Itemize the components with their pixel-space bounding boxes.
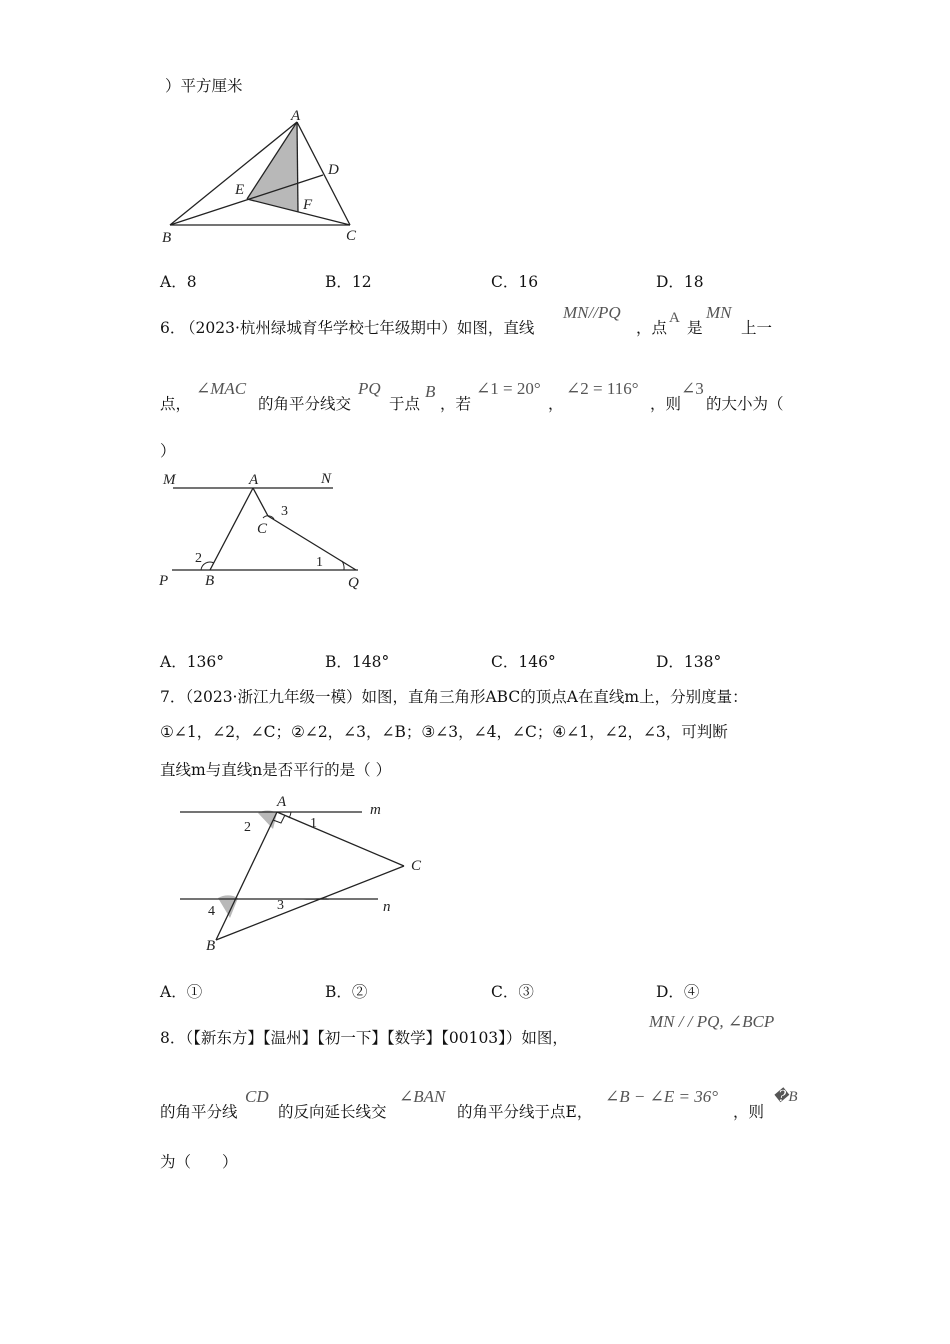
- q7-label-1: 1: [310, 816, 317, 831]
- q6-math-a: A: [669, 310, 680, 326]
- q6-option-c: C．146°: [491, 653, 556, 671]
- q5-label-e: E: [235, 182, 245, 198]
- q6-option-b: B．148°: [325, 653, 390, 671]
- q6-text-size-is: 的大小为（: [706, 395, 784, 413]
- q7-label-4: 4: [208, 904, 215, 919]
- q7-segment-ac: [277, 812, 404, 866]
- q6-label-m: M: [163, 472, 176, 488]
- q6-label-b: B: [205, 573, 215, 589]
- q7-label-a: A: [277, 794, 287, 810]
- q7-angle2-shade: [258, 810, 277, 829]
- q7-label-3: 3: [277, 898, 284, 913]
- q7-line-3: 直线m与直线n是否平行的是（ ）: [160, 761, 392, 779]
- q5-segment-bd: [170, 175, 323, 225]
- q8-line-1: 8．（【新东方】【温州】【初一下】【数学】【00103】）如图，: [160, 1029, 568, 1047]
- q7-option-c: C．③: [491, 983, 534, 1001]
- q6-label-c: C: [257, 521, 268, 537]
- q6-label-n: N: [321, 471, 332, 487]
- q6-text-shangyi: 上一: [741, 319, 773, 337]
- q6-math-angle2: ∠2 = 116°: [566, 379, 639, 398]
- q5-label-b: B: [162, 230, 172, 246]
- q6-text-comma: ，: [548, 395, 564, 413]
- q6-text-at-point: 于点: [389, 395, 421, 413]
- q7-line-2: ①∠1，∠2，∠C；②∠2，∠3，∠B；③∠3，∠4，∠C；④∠1，∠2，∠3，可判断: [160, 723, 728, 741]
- q8-text-then: ，则: [733, 1103, 765, 1121]
- q7-label-c: C: [411, 858, 422, 874]
- q6-math-pq: PQ: [358, 379, 381, 398]
- q8-text-reverse-extension: 的反向延长线交: [278, 1103, 387, 1121]
- q5-shaded-triangle: [247, 122, 298, 212]
- q5-option-b: B．12: [325, 273, 372, 291]
- q6-label-2: 2: [195, 551, 202, 566]
- q8-math-angle-ban: ∠BAN: [399, 1087, 446, 1106]
- q6-text-then: ，则: [650, 395, 682, 413]
- q7-option-b: B．②: [325, 983, 368, 1001]
- q6-text-if: ，若: [440, 395, 472, 413]
- q6-text-dian: 点，: [160, 395, 192, 413]
- q8-text-bisector: 的角平分线: [160, 1103, 238, 1121]
- q6-math-angle-mac: ∠MAC: [196, 379, 247, 398]
- q6-math-mn-parallel-pq: MN//PQ: [563, 303, 621, 322]
- q8-math-parallel-angle-bcp: MN / / PQ, ∠BCP: [649, 1012, 775, 1031]
- q6-segment-ac: [253, 488, 268, 516]
- q5-label-a: A: [291, 108, 301, 124]
- q5-label-d: D: [328, 162, 339, 178]
- q7-option-a: A．①: [160, 983, 203, 1001]
- q6-label-1: 1: [316, 555, 323, 570]
- q7-option-d: D．④: [656, 983, 700, 1001]
- q6-number: 6．: [160, 319, 186, 337]
- q5-label-c: C: [346, 228, 357, 244]
- q5-tail-text: ）平方厘米: [165, 77, 243, 95]
- q7-figure: [170, 788, 430, 953]
- q6-source-text: （2023·杭州绿城育华学校七年级期中）如图，直线: [180, 319, 535, 337]
- q5-option-a: A．8: [160, 273, 197, 291]
- q8-math-cd: CD: [245, 1087, 269, 1106]
- q7-angle1-arc: [289, 812, 291, 818]
- q7-label-b: B: [206, 938, 216, 954]
- q5-figure: [150, 105, 380, 245]
- q6-text-close-paren: ）: [160, 442, 176, 460]
- q7-label-n: n: [383, 899, 391, 915]
- q7-line-1: 7．（2023·浙江九年级一模）如图，直角三角形ABC的顶点A在直线m上，分别度量：: [160, 688, 748, 706]
- q6-text-bisector: 的角平分线交: [258, 395, 352, 413]
- q5-option-d: D．18: [656, 273, 704, 291]
- q6-label-p: P: [159, 573, 169, 589]
- q8-text-bisector-at-e: 的角平分线于点E，: [457, 1103, 593, 1121]
- q7-segment-bc: [216, 866, 404, 940]
- q6-math-angle1: ∠1 = 20°: [476, 379, 541, 398]
- q6-math-b: B: [425, 382, 436, 401]
- q8-math-b-minus-e: ∠B − ∠E = 36°: [605, 1087, 718, 1106]
- q7-label-2: 2: [244, 820, 251, 835]
- q6-option-d: D．138°: [656, 653, 722, 671]
- q8-text-is: 为（ ）: [160, 1153, 238, 1171]
- q7-label-m: m: [370, 802, 381, 818]
- q6-math-angle3: ∠3: [681, 379, 704, 398]
- q6-text-point: ，点: [636, 319, 668, 337]
- q6-figure: [155, 466, 375, 591]
- q6-label-a: A: [249, 472, 259, 488]
- q6-segment-ab: [210, 488, 253, 570]
- q5-label-f: F: [303, 197, 313, 213]
- q6-label-3: 3: [281, 504, 288, 519]
- q5-option-c: C．16: [491, 273, 539, 291]
- q6-label-q: Q: [348, 575, 359, 591]
- q8-math-angle-b: �B: [773, 1089, 798, 1105]
- q6-math-mn: MN: [706, 303, 732, 322]
- q6-option-a: A．136°: [160, 653, 225, 671]
- q6-text-is: 是: [687, 319, 703, 337]
